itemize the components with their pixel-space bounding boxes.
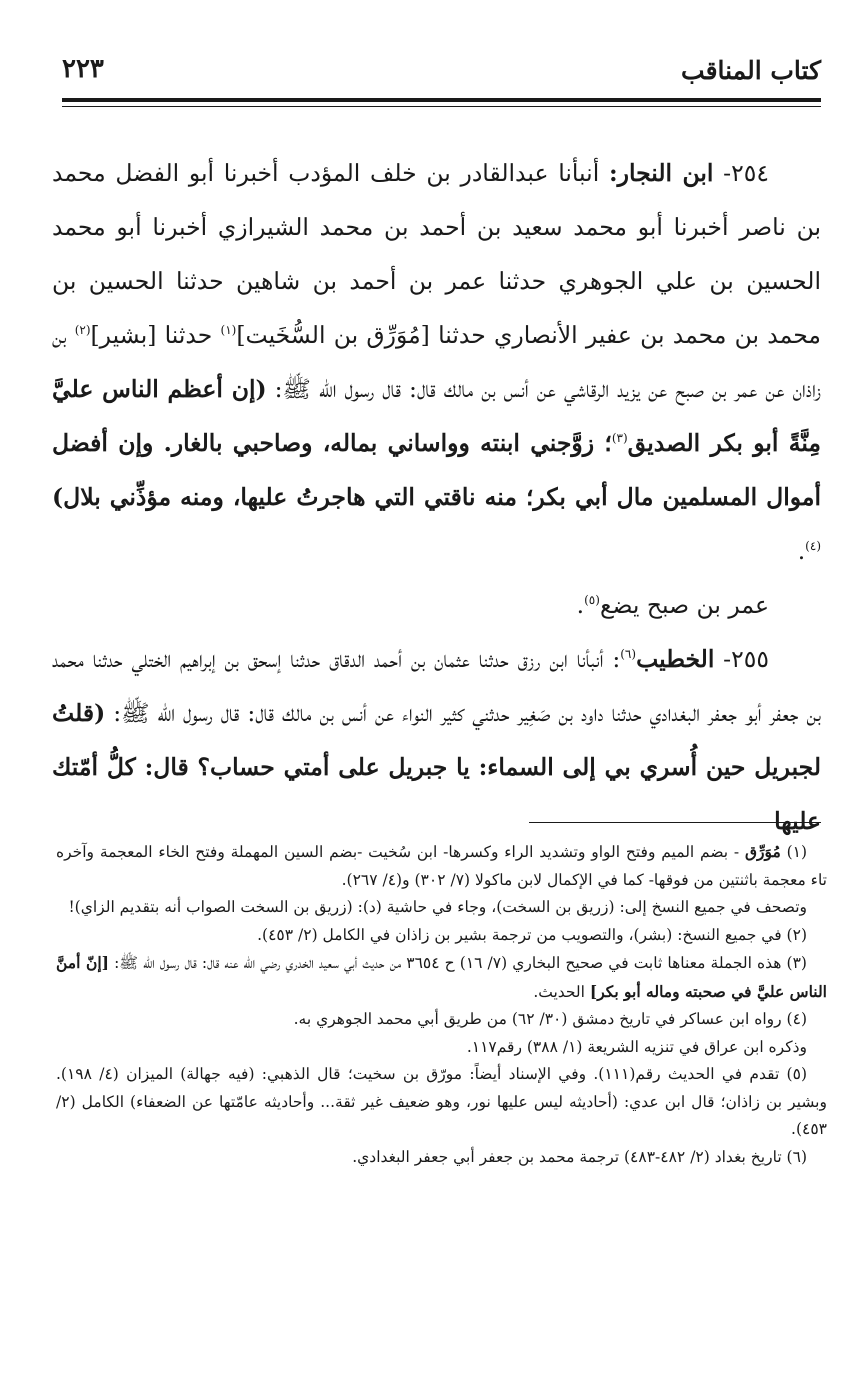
footnote-ref[interactable]: (٤) — [805, 539, 821, 554]
footnote-2: (٢) في جميع النسخ: (بشر)، والتصويب من ترجمة بشير بن زاذان في الكامل (٢/ ٤٥٣). — [257, 925, 807, 944]
footnotes — [56, 838, 827, 1171]
footnote-5: (٥) تقدم في الحديث رقم(١١١). وفي الإسناد أيضاً: مورّق بن سخيت؛ قال الذهبي: (فيه جهالة) الميزان (٤/ ١٩٨). وبشير بن زاذان؛ قال ابن عدي: (أحاديثه ليس عليها نور، وهو ضعيف غير ثقة... وأحاديثه عامّتها عن الضعفاء) الكامل (٢/ ٤٥٣). — [56, 1065, 827, 1138]
footnote-term: مُوَرِّق — [744, 842, 781, 861]
isnad-text: بن زاذان عن عمر بن صبح عن يزيد الرقاشي عن أنس بن مالك قال: قال رسول الله ﷺ: — [52, 321, 821, 403]
footnote-6: (٦) تاريخ بغداد (٢/ ٤٨٢-٤٨٣) ترجمة محمد بن جعفر أبي جعفر البغدادي. — [352, 1147, 807, 1166]
page-number: ٢٢٣ — [62, 54, 104, 84]
footnote-1 — [56, 838, 827, 894]
isnad-text: أنبأنا عبدالقادر بن خلف المؤدب أخبرنا أبو الفضل محمد بن ناصر أخبرنا أبو محمد سعيد بن أحمد بن محمد الشيرازي أخبرنا أبو محمد الحسين بن علي الجوهري حدثنا عمر بن أحمد بن شاهين حدثنا الحسين بن محمد بن محمد بن عفير الأنصاري حدثنا [مُوَرِّق بن السُّخَيت] — [52, 159, 821, 349]
hadith-254 — [52, 146, 821, 578]
footnote-ref[interactable]: (٥) — [584, 593, 600, 608]
sentence-end: . — [797, 537, 806, 565]
note-text: عمر بن صبح يضع — [599, 591, 769, 619]
isnad-text: : أنبأنا ابن رزق حدثنا عثمان بن أحمد الدقاق حدثنا إسحق بن إبراهيم الختلي حدثنا محمد بن جعفر أبو جعفر البغدادي حدثنا داود بن صَغِير حدثني كثير النواء عن أنس بن مالك قال: قال رسول الله ﷺ: — [52, 645, 821, 727]
book-title: كتاب المناقب — [681, 56, 821, 85]
sentence-end: . — [576, 591, 585, 619]
footnote-quote: [إنّ أمنَّ الناس عليَّ في صحبته وماله أبو بكر] — [56, 953, 827, 1001]
footnote-1-continued: وتصحف في جميع النسخ إلى: (زريق بن السخت)، وجاء في حاشية (د): (زريق بن السخت الصواب أنه بتقديم الزاي)! — [68, 898, 807, 916]
hadith-255 — [52, 632, 821, 848]
header-rule-thick — [62, 98, 821, 102]
footnote-text: (٣) هذه الجملة معناها ثابت في صحيح البخاري (٧/ ١٦) ح ٣٦٥٤ من حديث أبي سعيد الخدري رضي الله عنه قال: قال رسول الله ﷺ: — [108, 954, 807, 972]
footnote-4: (٤) رواه ابن عساكر في تاريخ دمشق (٣٠/ ٦٢) من طريق أبي محمد الجوهري به. — [293, 1010, 807, 1028]
footnote-mark: (١) — [780, 843, 808, 861]
hadith-number: ٢٥٤- — [713, 159, 769, 187]
isnad-text: حدثنا [بشير] — [90, 321, 221, 349]
hadith-source: الخطيب — [636, 645, 715, 673]
hadith-quote: (إن أعظم الناس عليَّ مِنَّةً أبو بكر الصديق — [52, 375, 821, 457]
footnote-separator — [529, 822, 821, 823]
footnote-4-continued: وذكره ابن عراق في تنزيه الشريعة (١/ ٣٨٨) رقم١١٧. — [466, 1037, 807, 1056]
footnote-text: - بضم الميم وفتح الواو وتشديد الراء وكسرها- ابن سُخيت -بضم السين المهملة وفتح الخاء المعجمة وآخره تاء معجمة باثنتين من فوقها- كما في الإكمال لابن ماكولا (٧/ ٣٠٢) و(٤/ ٢٦٧). — [56, 843, 827, 889]
footnote-3 — [56, 949, 827, 1006]
hadith-quote: (قلتُ لجبريل حين أُسري بي إلى السماء: يا جبريل على أمتي حساب؟ قال: كلُّ أمّتك عليها — [52, 699, 821, 835]
hadith-quote: ؛ زوَّجني ابنته وواساني بماله، وصاحبي بالغار. وإن أفضل أموال المسلمين مال أبي بكر؛ منه ناقتي التي هاجرتُ عليها، ومنه مؤذِّني بلال) — [52, 429, 821, 511]
footnote-ref[interactable]: (٦) — [620, 647, 637, 662]
footnote-ref[interactable]: (١) — [220, 323, 237, 338]
running-header — [62, 52, 821, 92]
footnote-ref[interactable]: (٢) — [74, 323, 91, 338]
footnote-text: الحديث. — [533, 982, 590, 1001]
main-text — [52, 146, 821, 848]
hadith-number: ٢٥٥- — [714, 645, 769, 673]
hadith-source: ابن النجار: — [608, 159, 714, 187]
footnote-ref[interactable]: (٣) — [611, 431, 628, 446]
header-rule-thin — [62, 106, 821, 107]
narrator-note — [52, 578, 821, 632]
